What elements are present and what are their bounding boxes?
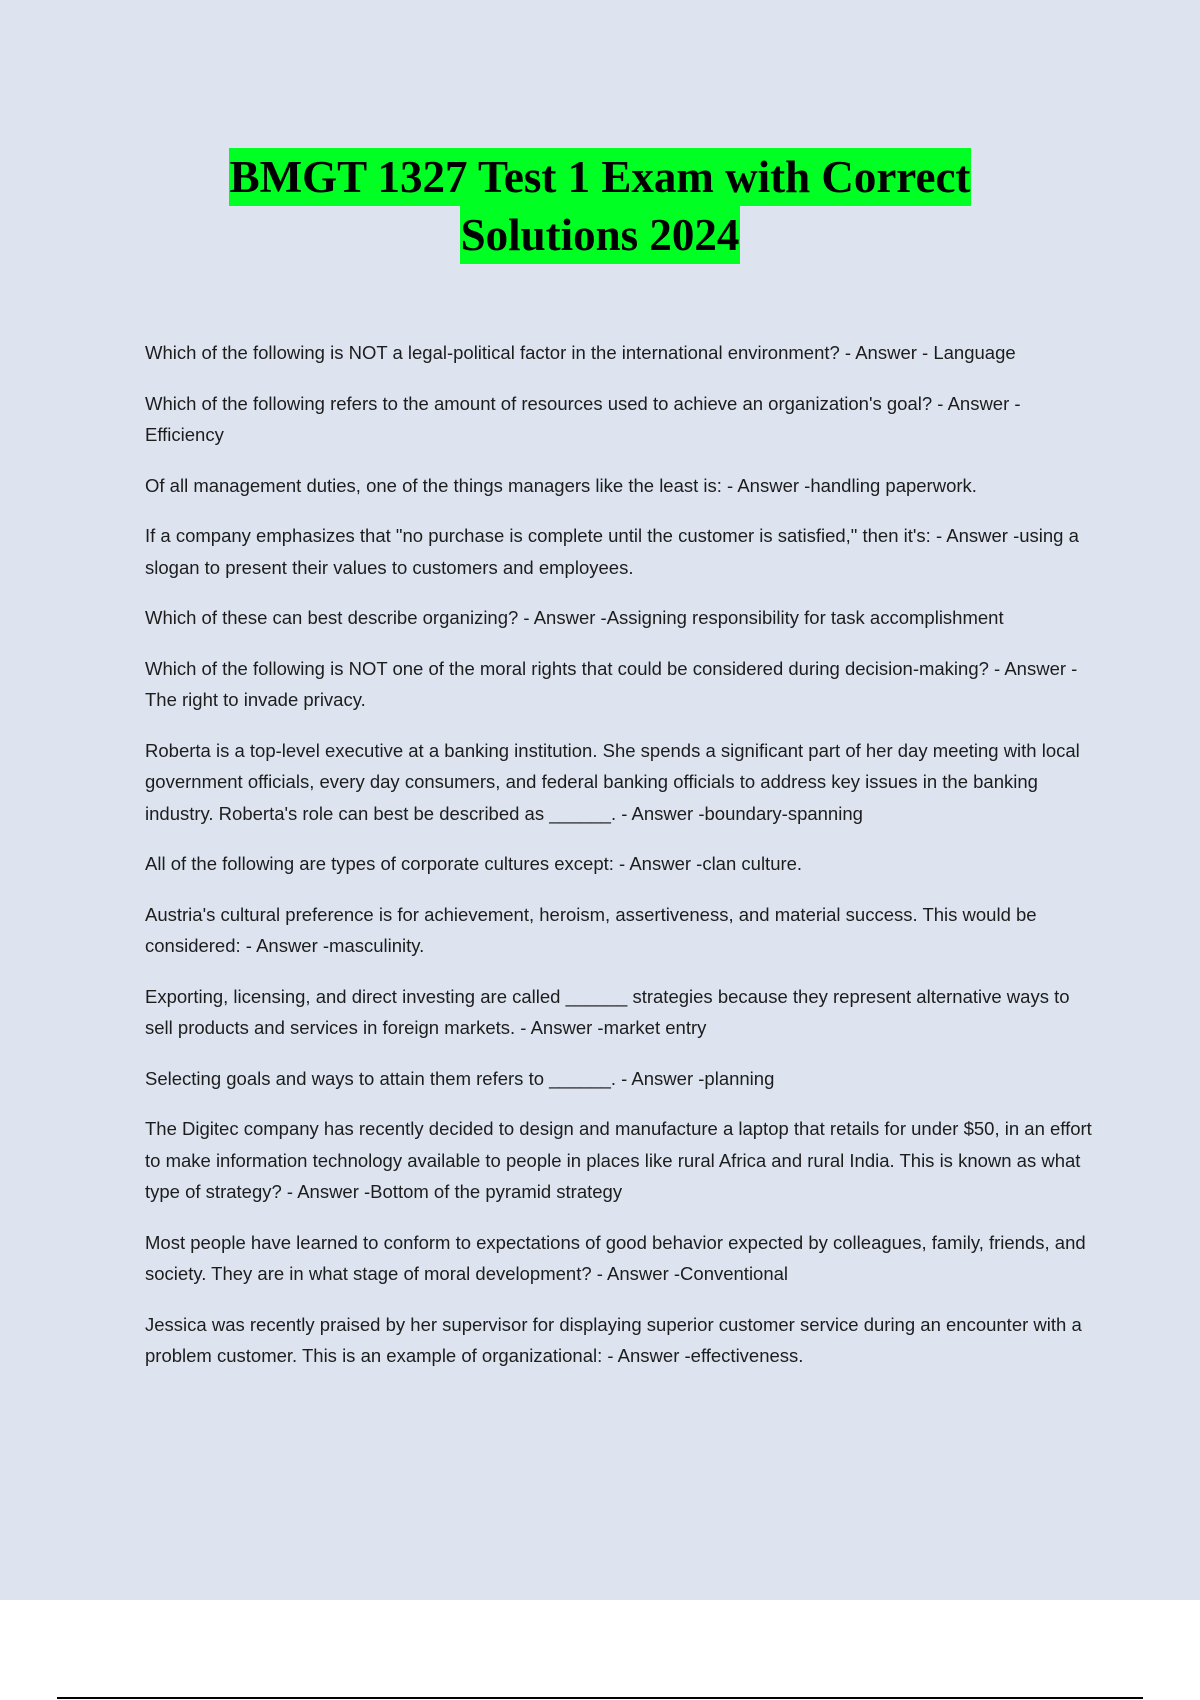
qa-item: Most people have learned to conform to expectations of good behavior expected by colleagues, family, friends, and society. They are in what stage of moral development? - Answer -Conventional	[145, 1231, 1086, 1284]
qa-item: If a company emphasizes that "no purchase is complete until the customer is satisfied," then it's: - Answer -using a slogan to present their values to customers and employees.	[145, 525, 1079, 578]
qa-item: The Digitec company has recently decided to design and manufacture a laptop that retails for under $50, in an effort to make information technology available to people in places like rural Africa and rural India. This is known as what type of strategy? - Answer -Bottom of the pyramid strategy	[145, 1118, 1092, 1202]
footer-divider	[57, 1697, 1143, 1699]
qa-item: Of all management duties, one of the things managers like the least is: - Answer -handling paperwork.	[145, 474, 977, 496]
qa-item: Selecting goals and ways to attain them refers to ______. - Answer -planning	[145, 1067, 775, 1089]
qa-item: Austria's cultural preference is for achievement, heroism, assertiveness, and material success. This would be considered: - Answer -masculinity.	[145, 903, 1037, 956]
qa-item: Roberta is a top-level executive at a banking institution. She spends a significant part of her day meeting with local government officials, every day consumers, and federal banking officials to address key issues in the banking industry. Roberta's role can best be described as ______. - Answer -boundary-spanning	[145, 739, 1080, 824]
document-title	[0, 148, 1200, 264]
title-line-1: BMGT 1327 Test 1 Exam with Correct	[229, 148, 972, 206]
qa-item: Which of the following refers to the amount of resources used to achieve an organization's goal? - Answer -Efficiency	[145, 392, 1021, 445]
qa-item: Which of the following is NOT one of the moral rights that could be considered during decision-making? - Answer -The right to invade privacy.	[145, 657, 1078, 710]
qa-item: Which of the following is NOT a legal-political factor in the international environment? - Answer - Language	[145, 342, 1016, 363]
title-line-2: Solutions 2024	[460, 206, 741, 264]
qa-item: Jessica was recently praised by her supervisor for displaying superior customer service during an encounter with a problem customer. This is an example of organizational: - Answer -effectiveness.	[145, 1313, 1082, 1366]
question-answer-list	[145, 337, 1095, 1391]
qa-item: Exporting, licensing, and direct investing are called ______ strategies because they represent alternative ways to sell products and services in foreign markets. - Answer -market entry	[145, 985, 1070, 1038]
qa-item: All of the following are types of corporate cultures except: - Answer -clan culture.	[145, 853, 803, 874]
qa-item: Which of these can best describe organizing? - Answer -Assigning responsibility for task accomplishment	[145, 607, 1004, 628]
